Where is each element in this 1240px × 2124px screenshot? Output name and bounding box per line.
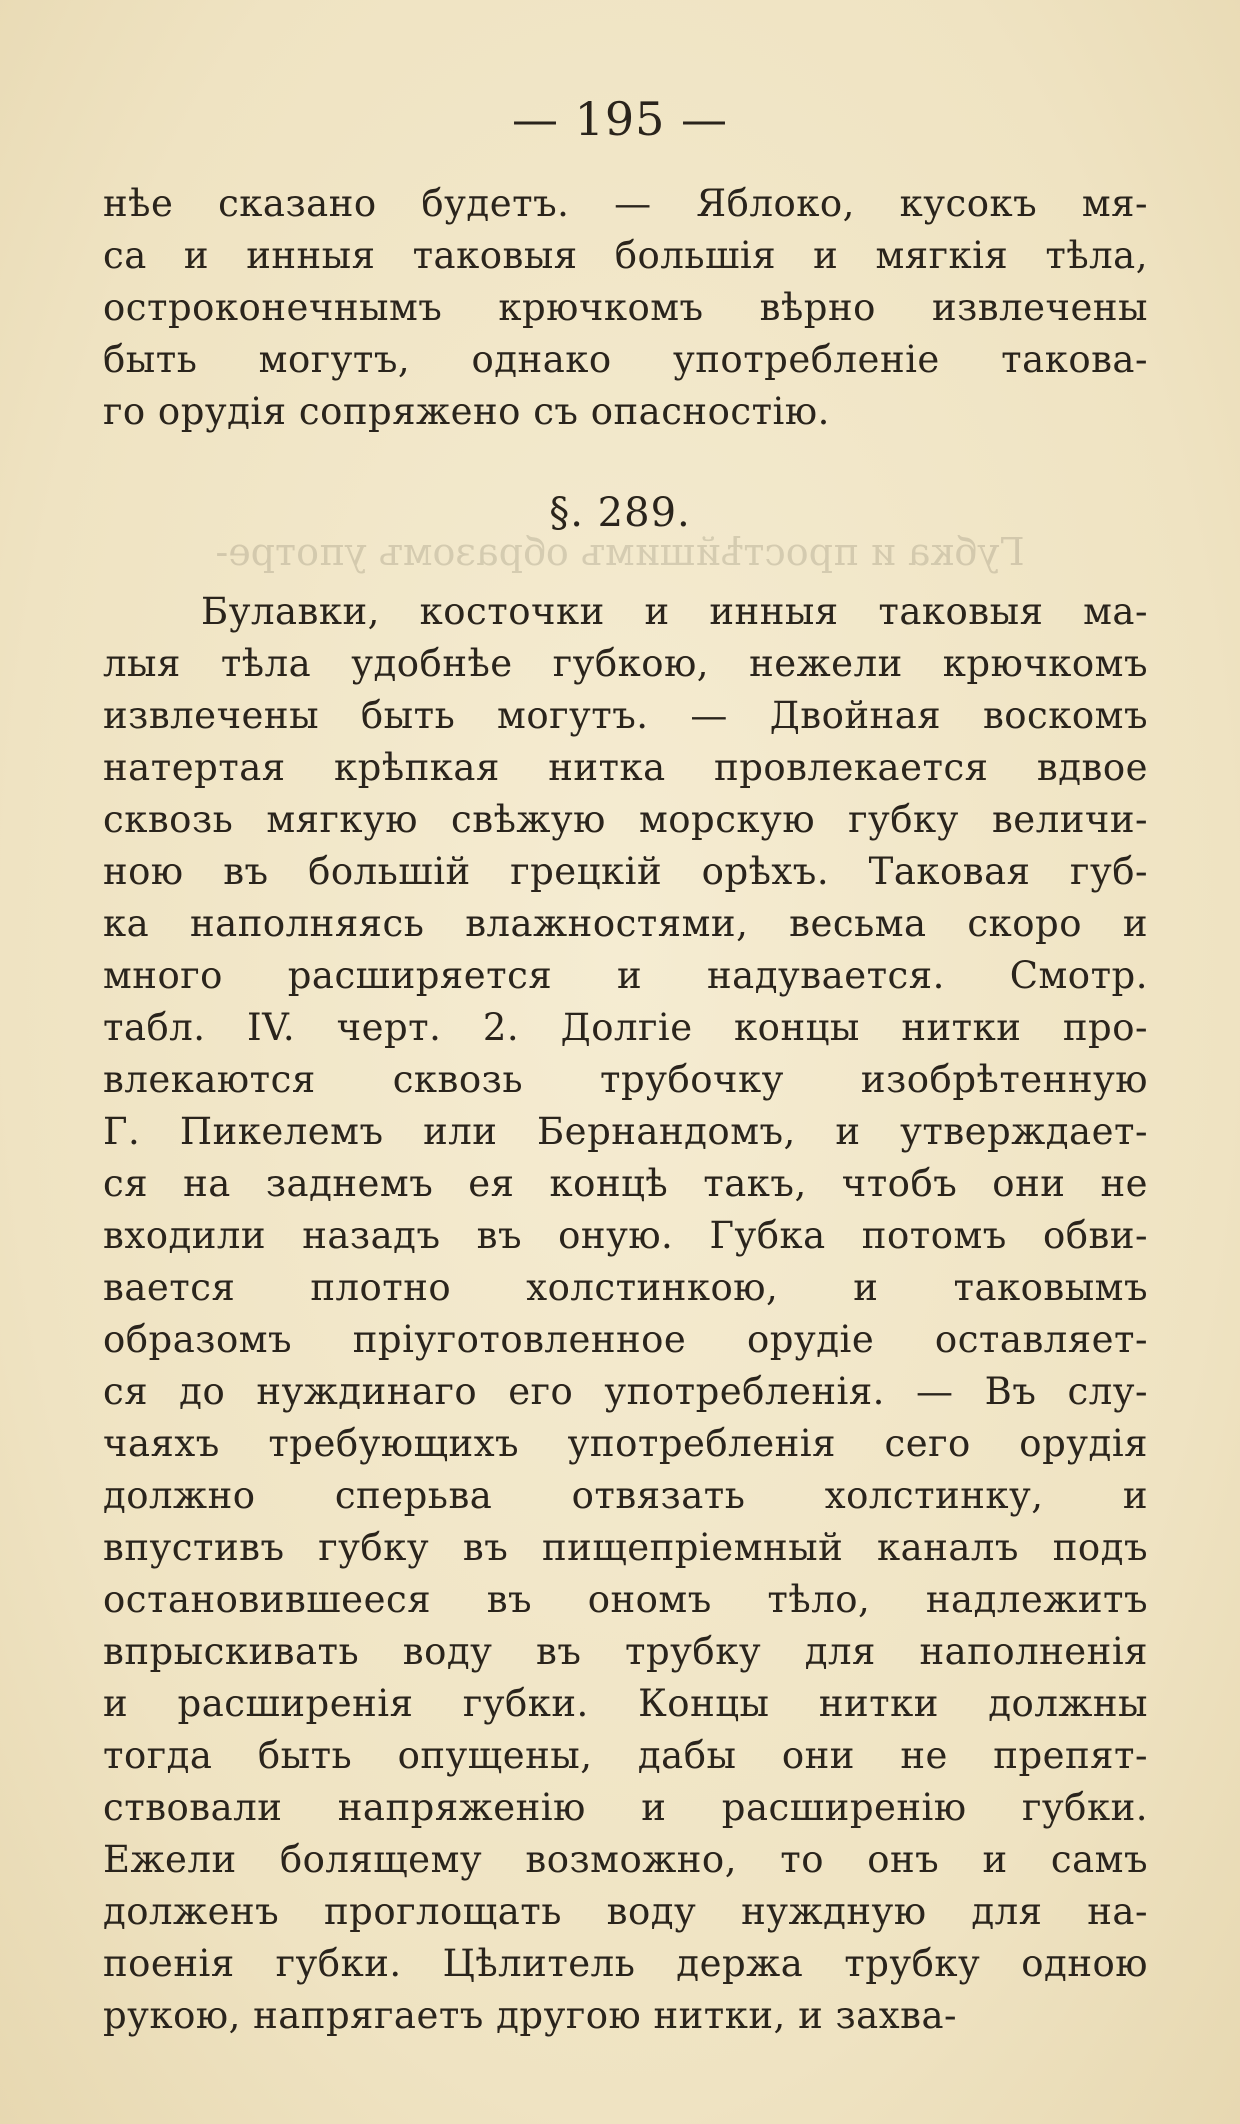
text-line: ною въ большiй грецкiй орѣхъ. Таковая губ- [103,850,1148,893]
text-line: натертая крѣпкая нитка провлекается вдвое [103,746,1148,789]
top-paragraph [103,178,1148,438]
text-line: и расширенiя губки. Концы нитки должны [103,1682,1148,1725]
text-line: вается плотно холстинкою, и таковымъ [103,1266,1148,1309]
text-line: образомъ прiуготовленное орудiе оставляет- [103,1318,1148,1361]
text-line: чаяхъ требующихъ употребленiя сего орудiя [103,1422,1148,1465]
text-line: Ежели болящему возможно, то онъ и самъ [103,1838,1148,1881]
text-line: впустивъ губку въ пищепрiемный каналъ подъ [103,1526,1148,1569]
text-line: Г. Пикелемъ или Бернандомъ, и утверждает- [103,1110,1148,1153]
text-line: долженъ проглощать воду нуждную для на- [103,1890,1148,1933]
text-line: Булавки, косточки и инныя таковыя ма- [201,590,1148,633]
text-line: ся на заднемъ ея концѣ такъ, чтобъ они не [103,1162,1148,1205]
text-line: нѣе сказано будетъ. — Яблоко, кусокъ мя- [103,182,1148,225]
text-line: лыя тѣла удобнѣе губкою, нежели крючкомъ [103,642,1148,685]
text-line: много расширяется и надувается. Смотр. [103,954,1148,997]
text-line: быть могутъ, однако употребленiе такова- [103,338,1148,381]
text-line: ся до нуждинаго его употребленiя. — Въ слу- [103,1370,1148,1413]
text-line: сквозь мягкую свѣжую морскую губку величи- [103,798,1148,841]
text-line: остановившееся въ ономъ тѣло, надлежитъ [103,1578,1148,1621]
section-heading: §. 289. [549,490,691,536]
text-line: рукою, напрягаетъ другою нитки, и захва- [103,1994,957,2037]
text-line: влекаются сквозь трубочку изобрѣтенную [103,1058,1148,1101]
text-line: са и инныя таковыя большiя и мягкiя тѣла, [103,234,1148,277]
text-line: го орудiя сопряжено съ опасностiю. [103,390,830,433]
text-line: извлечены быть могутъ. — Двойная воскомъ [103,694,1148,737]
text-line: ствовали напряженiю и расширенiю губки. [103,1786,1148,1829]
text-line: табл. IV. черт. 2. Долгiе концы нитки про- [103,1006,1148,1049]
body-paragraph [103,586,1148,2042]
text-line: тогда быть опущены, дабы они не препят- [103,1734,1148,1777]
text-line: остроконечнымъ крючкомъ вѣрно извлечены [103,286,1148,329]
text-line: поенiя губки. Цѣлитель держа трубку одною [103,1942,1148,1985]
text-line: ка наполняясь влажностями, весьма скоро и [103,902,1148,945]
page-number: — 195 — [511,92,729,146]
bleed-through-text: Губка и простѣйшимъ образомъ употре- [215,530,1025,574]
text-line: впрыскивать воду въ трубку для наполненiя [103,1630,1148,1673]
text-line: входили назадъ въ оную. Губка потомъ обви- [103,1214,1148,1257]
text-line: должно сперьва отвязать холстинку, и [103,1474,1148,1517]
